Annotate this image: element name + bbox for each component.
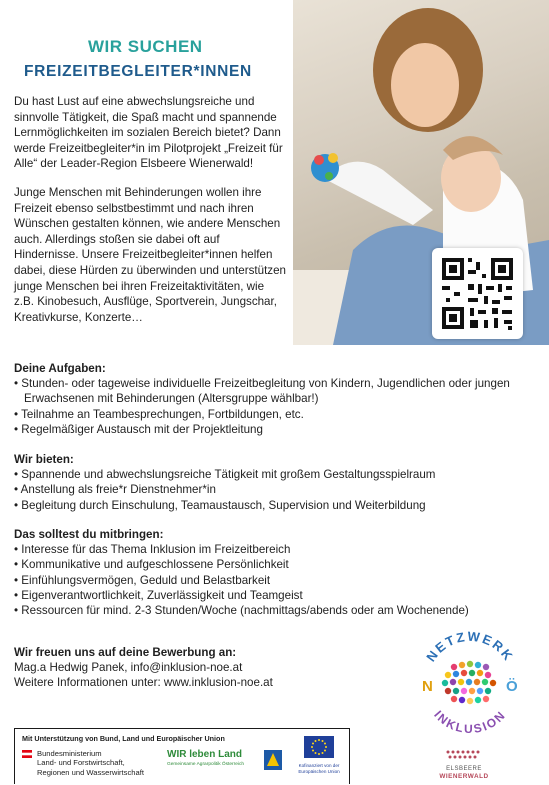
netzwerk-inklusion-logo [410,627,530,739]
bieten-heading: Wir bieten: [14,453,74,466]
netzwerk-inklusion-icon [410,627,530,739]
qr-code-icon [432,248,523,339]
ministry-line-2: Land- und Forstwirtschaft, [37,758,125,768]
funding-title: Mit Unterstützung von Bund, Land und Europäischer Union [22,734,225,743]
funding-footer [14,728,350,784]
leben-land-subtext: Gemeinsame Agrarpolitik Österreich [167,762,245,767]
intro-paragraph-2: Junge Menschen mit Behinderungen wollen ihre Freizeit ebenso selbstbestimmt und nach ihren Wünschen gestalten können, wie andere Menschen auch. Allerdings stoßen sie dabei oft auf Hindernisse. Unsere Freizeitbegleiter*innen helfen dabei, diese Hürden zu überwinden und unterstützen junge Menschen bei ihren Freizeitaktivitäten, wie z.B. Kinobesuch, Ausflüge, Sportverein, Jungschar, Kreativkurse, Konzerte… [14,185,286,324]
noe-logo [263,749,283,776]
mitbringen-list [14,542,534,618]
eu-flag-icon [304,736,334,758]
elsbeere-line-2: WIENERWALD [439,773,489,780]
svg-text:INKLUSION [431,708,509,736]
austria-flag-icon [22,750,32,758]
svg-text:NETZWERK [423,629,517,665]
list-item: • Ressourcen für mind. 2-3 Stunden/Woche (nachmittags/abends oder am Wochenende) [14,603,534,618]
netzwerk-arc-text: NETZWERK [423,628,517,665]
bieten-section [14,452,534,513]
contact-website: Weitere Informationen unter: www.inklusion-noe.at [14,676,273,690]
list-item: • Interesse für das Thema Inklusion im Freizeitbereich [14,542,534,557]
bieten-list [14,467,534,513]
leben-land-logo [167,749,257,767]
list-item: • Teilnahme an Teambesprechungen, Fortbildungen, etc. [14,407,534,422]
aufgaben-list [14,376,534,437]
contact-heading: Wir freuen uns auf deine Bewerbung an: [14,646,237,659]
aufgaben-heading: Deine Aufgaben: [14,362,106,375]
elsbeere-wienerwald-logo [432,748,496,781]
elsbeere-line-1: ELSBEERE [446,766,482,772]
ministry-line-3: Regionen und Wasserwirtschaft [37,767,144,777]
inklusion-arc-text: INKLUSION [431,707,509,737]
intro-paragraph-1: Du hast Lust auf eine abwechslungsreiche und sinnvolle Tätigkeit, die Spaß macht und spannende Lernmöglichkeiten im sozialen Bereich bietet? Dann werde Freizeitbegleiter*in im Pilotprojekt „Freizeit für Alle“ der Leader-Region Elsbeere Wienerwald! [14,95,283,171]
mitbringen-section [14,527,534,618]
intro-text [14,94,287,338]
leben-land-text: WIR leben Land [167,749,242,760]
ministry-line-1: Bundesministerium [37,749,102,758]
contact-person: Mag.a Hedwig Panek, info@inklusion-noe.at [14,661,243,675]
list-item: • Einfühlungsvermögen, Geduld und Belastbarkeit [14,573,534,588]
elsbeere-dots-icon [444,749,484,761]
title-line-2: FREIZEITBEGLEITER*INNEN [24,63,252,80]
list-item: • Anstellung als freie*r Dienstnehmer*in [14,482,534,497]
logo-n-letter: N [422,678,433,695]
title-line-1: WIR SUCHEN [88,37,203,56]
mitbringen-heading: Das solltest du mitbringen: [14,528,164,541]
qr-code[interactable] [432,248,523,339]
noe-shield-icon [263,749,283,771]
eu-logo [291,736,347,774]
contact-section [14,645,394,691]
list-item: • Stunden- oder tageweise individuelle Freizeitbegleitung von Kindern, Jugendlichen oder jungen Erwachsenen mit Behinderungen (Altersgruppe wählbar!) [14,376,534,406]
list-item: • Spannende und abwechslungsreiche Tätigkeit mit großem Gestaltungsspielraum [14,467,534,482]
list-item: • Kommunikative und aufgeschlossene Persönlichkeit [14,557,534,572]
list-item: • Begleitung durch Einschulung, Teamaustausch, Supervision und Weiterbildung [14,498,534,513]
list-item: • Eigenverantwortlichkeit, Zuverlässigkeit und Teamgeist [14,588,534,603]
aufgaben-section [14,361,534,437]
list-item: • Regelmäßiger Austausch mit der Projektleitung [14,422,534,437]
logo-o-letter: Ö [506,678,518,695]
eu-line-1: Kofinanziert von der [298,763,340,768]
eu-line-2: Europäischen Union [298,768,340,774]
